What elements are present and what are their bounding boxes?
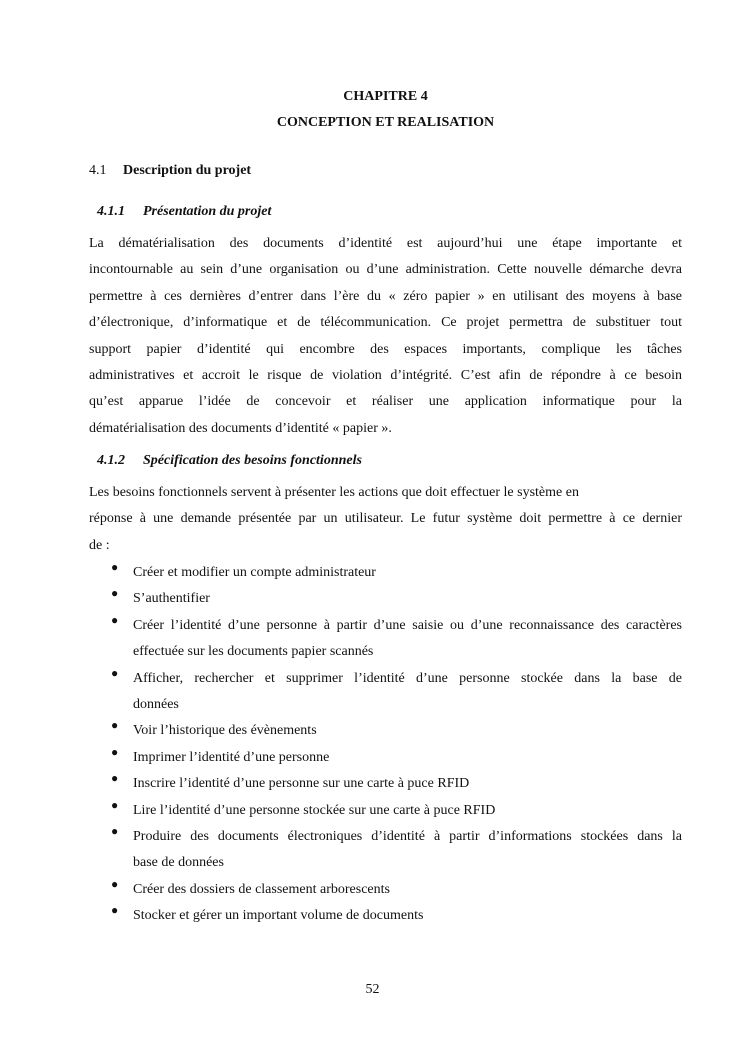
- list-item: [89, 877, 682, 903]
- list-item: [89, 666, 682, 719]
- text-line: S’authentifier: [133, 591, 210, 607]
- list-item: [89, 560, 682, 586]
- list-item: [89, 613, 682, 666]
- text-line: dématérialisation des documents d’identité « papier ».: [89, 420, 392, 436]
- bullet-icon: ●: [111, 612, 119, 627]
- list-item: [89, 798, 682, 824]
- text-line: administratives et accroit le risque de violation d’intégrité. C’est afin de répondre à ce besoin: [89, 367, 682, 383]
- list-item: [89, 586, 682, 612]
- section-title: Description du projet: [123, 163, 252, 178]
- bullet-icon: ●: [111, 744, 119, 759]
- list-item: [89, 718, 682, 744]
- text-line: permettre à ces dernières d’entrer dans l’ère du « zéro papier » en utilisant des moyens à base: [89, 288, 682, 304]
- text-line: La dématérialisation des documents d’identité est aujourd’hui une étape importante et: [89, 236, 682, 251]
- text-line: réponse à une demande présentée par un utilisateur. Le futur système doit permettre à ce dernier: [89, 511, 682, 527]
- page-number: 52: [365, 982, 380, 997]
- list-item: [89, 903, 682, 929]
- text-line: Inscrire l’identité d’une personne sur une carte à puce RFID: [133, 776, 470, 792]
- text-line: base de données: [133, 855, 224, 871]
- bullet-icon: ●: [111, 560, 119, 574]
- text-line: effectuée sur les documents papier scannés: [133, 644, 374, 660]
- requirements-list: [89, 560, 682, 929]
- list-item: [89, 745, 682, 771]
- section-title: Spécification des besoins fonctionnels: [143, 453, 362, 468]
- bullet-icon: ●: [111, 718, 119, 733]
- chapter-label: CHAPITRE 4: [343, 89, 428, 104]
- text-line: incontournable au sein d’une organisation ou d’une administration. Cette nouvelle démarche devra: [89, 262, 682, 278]
- text-line: de :: [89, 537, 110, 553]
- text-line: support papier d’identité qui encombre des espaces importants, complique les tâches: [89, 341, 682, 357]
- text-line: Imprimer l’identité d’une personne: [133, 749, 330, 765]
- bullet-icon: ●: [111, 771, 119, 786]
- text-line: qu’est apparue l’idée de concevoir et réaliser une application informatique pour la: [89, 394, 682, 410]
- text-line: Produire des documents électroniques d’identité à partir d’informations stockées dans la: [133, 828, 682, 844]
- bullet-icon: ●: [111, 665, 119, 680]
- text-line: Afficher, rechercher et supprimer l’identité d’une personne stockée dans la base de: [133, 670, 682, 686]
- section-4-1-1-heading: [89, 199, 690, 225]
- list-item: [89, 771, 682, 797]
- bullet-icon: ●: [111, 823, 119, 838]
- text-line: Créer des dossiers de classement arborescents: [133, 881, 390, 897]
- text-line: Voir l’historique des évènements: [133, 723, 317, 739]
- chapter-title: CONCEPTION ET REALISATION: [276, 115, 495, 130]
- bullet-icon: ●: [111, 903, 119, 918]
- text-line: Créer et modifier un compte administrateur: [133, 565, 376, 580]
- text-line: Créer l’identité d’une personne à partir d’une saisie ou d’une reconnaissance des caractères: [133, 617, 682, 633]
- text-line: Les besoins fonctionnels servent à présenter les actions que doit effectuer le système en: [89, 485, 579, 500]
- text-line: données: [133, 696, 179, 712]
- text-line: d’électronique, d’informatique et de télécommunication. Ce projet permettra de substituer tout: [89, 315, 682, 331]
- bullet-icon: ●: [111, 586, 119, 601]
- section-4-1-heading: [89, 158, 682, 184]
- section-number: 4.1: [89, 163, 107, 178]
- text-line: Stocker et gérer un important volume de documents: [133, 908, 424, 924]
- text-line: Lire l’identité d’une personne stockée sur une carte à puce RFID: [133, 802, 496, 818]
- section-number: 4.1.1: [97, 204, 125, 219]
- section-4-1-2-heading: [89, 448, 690, 474]
- section-title: Présentation du projet: [143, 204, 272, 219]
- requirements-paragraph: [89, 480, 682, 559]
- bullet-icon: ●: [111, 797, 119, 812]
- section-number: 4.1.2: [97, 453, 125, 468]
- presentation-paragraph: [89, 231, 682, 442]
- bullet-icon: ●: [111, 876, 119, 891]
- list-item: [89, 824, 682, 877]
